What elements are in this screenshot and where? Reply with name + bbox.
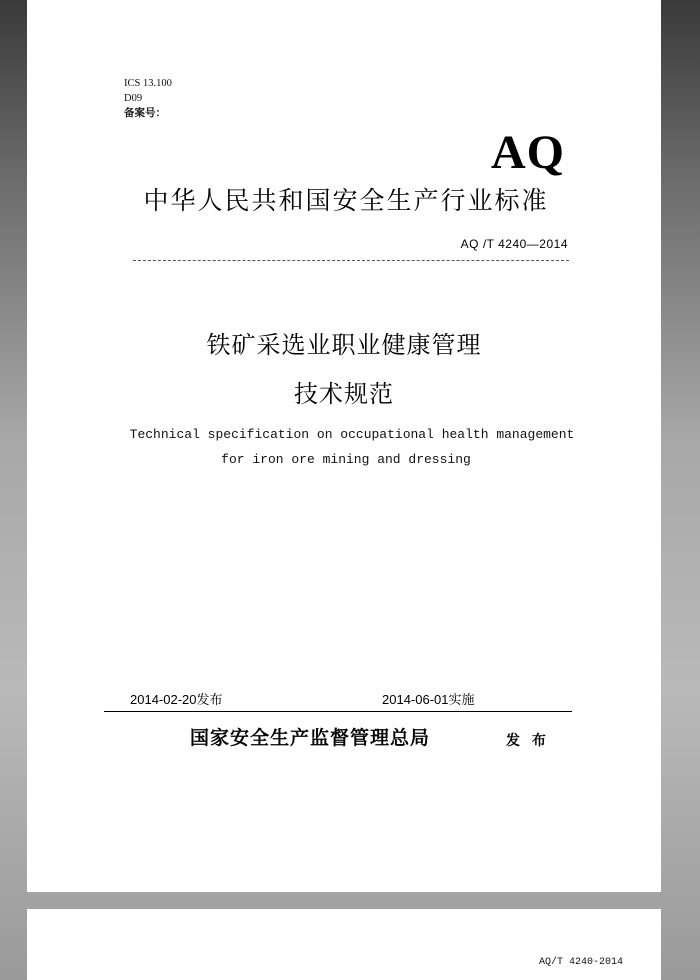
page-header-standard-number: AQ/T 4240-2014 (538, 957, 623, 968)
category-code: D09 (124, 93, 143, 104)
issuing-authority: 国家安全生产监督管理总局 (190, 728, 431, 749)
aq-logo: AQ (491, 126, 565, 179)
document-page-next (27, 909, 661, 980)
document-title-en-line1: Technical specification on occupational health management (129, 427, 575, 442)
document-title-cn-line2: 技术规范 (294, 381, 394, 408)
metadata-block (124, 76, 172, 121)
issue-date: 2014-02-20发布 (130, 692, 223, 707)
document-title-cn-line1: 铁矿采选业职业健康管理 (206, 332, 482, 359)
issue-label: 发 布 (506, 732, 550, 748)
dashed-divider (133, 260, 569, 261)
record-number-label: 备案号： (124, 108, 166, 119)
solid-divider (104, 711, 572, 712)
ics-code: ICS 13.100 (124, 78, 172, 89)
document-page-cover (27, 0, 661, 892)
implementation-date: 2014-06-01实施 (382, 692, 475, 707)
document-title-en-line2: for iron ore mining and dressing (221, 452, 471, 467)
standard-title: 中华人民共和国安全生产行业标准 (143, 187, 549, 215)
standard-number: AQ /T 4240—2014 (460, 237, 568, 251)
